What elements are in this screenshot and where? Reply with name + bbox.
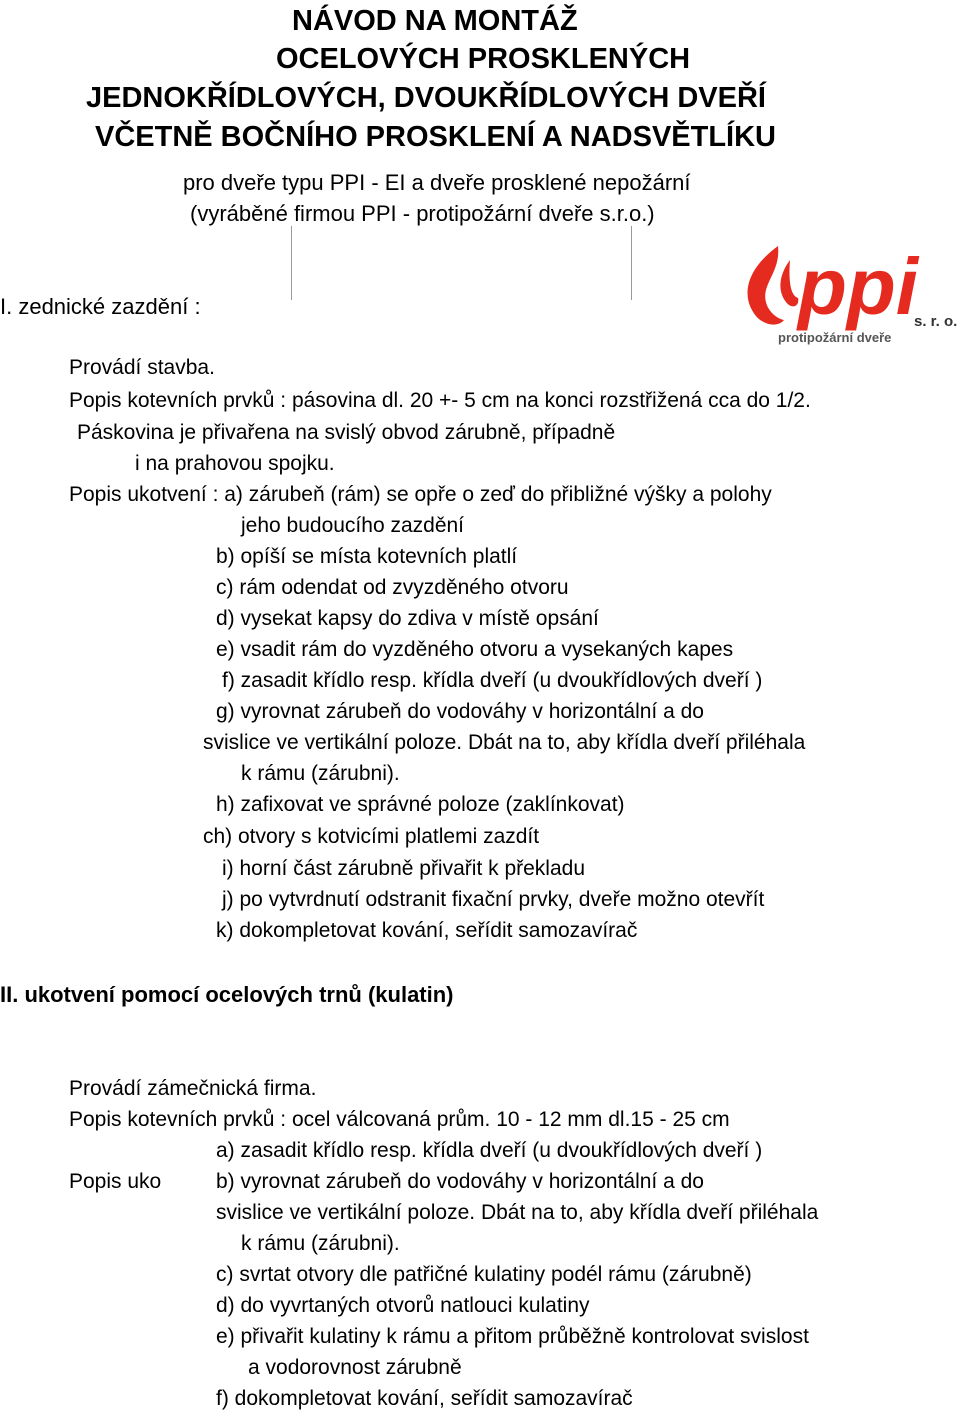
logo-suffix: s. r. o. xyxy=(914,313,958,330)
section-1-line: jeho budoucího zazdění xyxy=(241,514,465,537)
section-1-line: Páskovina je přivařena na svislý obvod zárubně, případně xyxy=(77,421,616,444)
title-line-2: OCELOVÝCH PROSKLENÝCH xyxy=(276,43,691,75)
section-1-line: Popis kotevních prvků : pásovina dl. 20 +- 5 cm na konci rozstřižená cca do 1/2. xyxy=(69,389,811,412)
section-1-line: d) vysekat kapsy do zdiva v místě opsání xyxy=(216,607,599,630)
section-2-line: Popis kotevních prvků : ocel válcovaná prům. 10 - 12 mm dl.15 - 25 cm xyxy=(69,1108,730,1131)
divider-mark-right xyxy=(631,226,632,300)
title-line-4: VČETNĚ BOČNÍHO PROSKLENÍ A NADSVĚTLÍKU xyxy=(95,121,777,153)
section-2-line: f) dokompletovat kování, seřídit samozavírač xyxy=(216,1387,633,1410)
section-2-line: d) do vyvrtaných otvorů natlouci kulatiny xyxy=(216,1294,590,1317)
ppi-logo-graphic xyxy=(738,240,960,350)
section-1-line: k rámu (zárubni). xyxy=(241,762,400,785)
section-1-line: Provádí stavba. xyxy=(69,356,215,379)
logo-brand-text: ppi xyxy=(798,242,918,331)
title-line-1: NÁVOD NA MONTÁŽ xyxy=(292,5,578,37)
subtitle-line-1: pro dveře typu PPI - EI a dveře prosklené nepožární xyxy=(183,170,691,195)
section-1-line: k) dokompletovat kování, seřídit samozavírač xyxy=(216,919,638,942)
section-2-line: a) zasadit křídlo resp. křídla dveří (u dvoukřídlových dveří ) xyxy=(216,1139,763,1162)
section-1-line: j) po vytvrdnutí odstranit fixační prvky, dveře možno otevřít xyxy=(222,888,765,911)
section-2-line: e) přivařit kulatiny k rámu a přitom průběžně kontrolovat svislost xyxy=(216,1325,809,1348)
section-1-line: i) horní část zárubně přivařit k překladu xyxy=(222,857,585,880)
subtitle-line-2: (vyráběné firmou PPI - protipožární dveře s.r.o.) xyxy=(190,201,655,226)
company-logo xyxy=(738,240,960,350)
section-1-line: c) rám odendat od zvyzděného otvoru xyxy=(216,576,569,599)
section-2-line: k rámu (zárubni). xyxy=(241,1232,400,1255)
section-2-line: a vodorovnost zárubně xyxy=(248,1356,462,1379)
section-1-heading: I. zednické zazdění : xyxy=(0,294,201,319)
title-line-3: JEDNOKŘÍDLOVÝCH, DVOUKŘÍDLOVÝCH DVEŘÍ xyxy=(86,82,766,114)
section-1-line: Popis ukotvení : a) zárubeň (rám) se opře o zeď do přibližné výšky a polohy xyxy=(69,483,772,506)
divider-mark-left xyxy=(291,226,292,300)
section-1-line: e) vsadit rám do vyzděného otvoru a vysekaných kapes xyxy=(216,638,734,661)
section-1-line: svislice ve vertikální poloze. Dbát na to, aby křídla dveří přiléhala xyxy=(203,731,806,754)
section-1-line: ch) otvory s kotvicími platlemi zazdít xyxy=(203,825,540,848)
section-2-heading: II. ukotvení pomocí ocelových trnů (kulatin) xyxy=(0,982,454,1007)
section-1-line: i na prahovou spojku. xyxy=(135,452,335,475)
section-2-line: Popis uko xyxy=(69,1170,162,1193)
section-2-line: svislice ve vertikální poloze. Dbát na to, aby křídla dveří přiléhala xyxy=(216,1201,819,1224)
section-1-line: b) opíší se místa kotevních platlí xyxy=(216,545,518,568)
section-1-line: g) vyrovnat zárubeň do vodováhy v horizontální a do xyxy=(216,700,704,723)
section-1-line: h) zafixovat ve správné poloze (zaklínkovat) xyxy=(216,793,625,816)
section-1-line: f) zasadit křídlo resp. křídla dveří (u dvoukřídlových dveří ) xyxy=(222,669,763,692)
logo-tagline: protipožární dveře xyxy=(778,330,892,345)
section-2-line: Provádí zámečnická firma. xyxy=(69,1077,317,1100)
section-2-line: c) svrtat otvory dle patřičné kulatiny podél rámu (zárubně) xyxy=(216,1263,752,1286)
section-2-line: b) vyrovnat zárubeň do vodováhy v horizontální a do xyxy=(216,1170,704,1193)
